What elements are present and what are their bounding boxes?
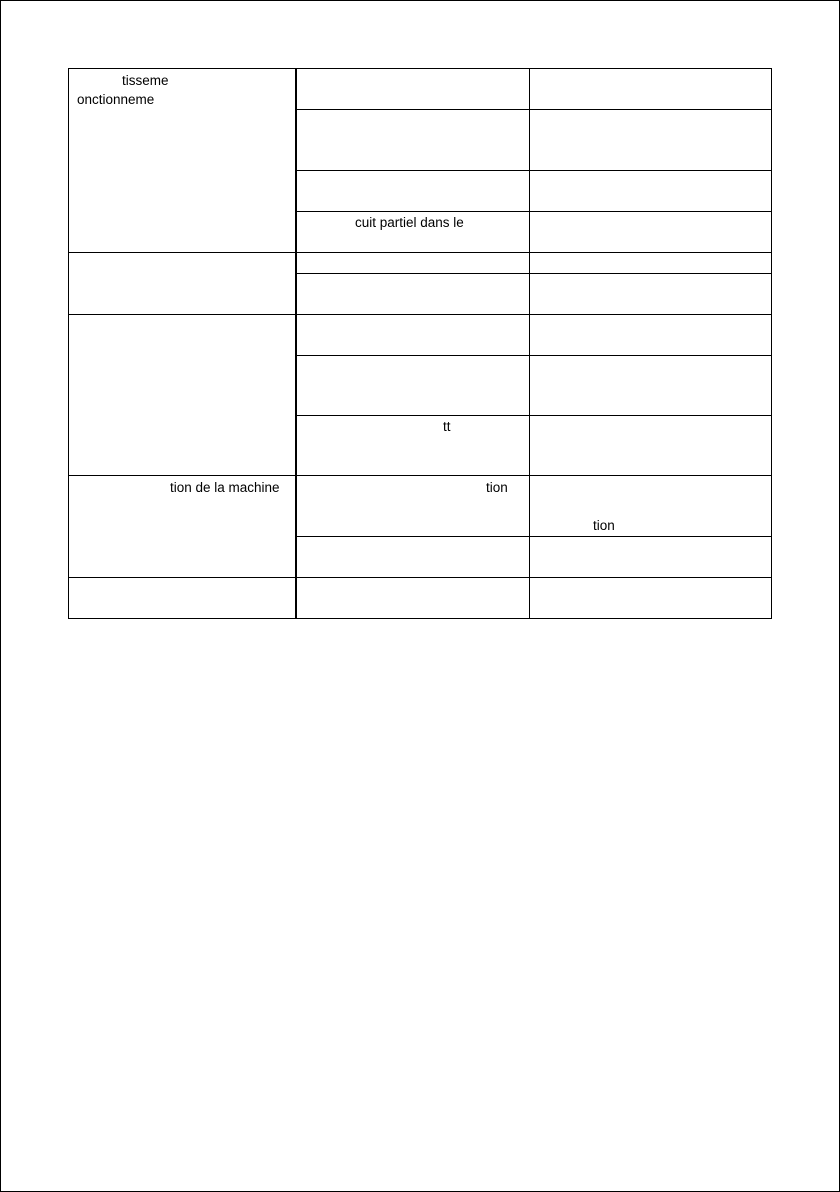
table-cell <box>69 315 297 476</box>
table-cell <box>530 537 772 578</box>
cell-text: tion de la machine <box>170 480 280 495</box>
cell-text: tt <box>443 419 451 434</box>
table-cell <box>296 315 530 356</box>
cell-text: tisseme <box>122 73 169 88</box>
table-cell <box>530 315 772 356</box>
table-cell <box>69 578 297 619</box>
table-cell <box>530 110 772 171</box>
table-cell <box>530 476 772 537</box>
table-cell <box>296 476 530 537</box>
table-row <box>69 253 772 274</box>
table-cell <box>296 110 530 171</box>
table-cell <box>530 274 772 315</box>
table-cell <box>530 356 772 416</box>
table-row <box>69 476 772 537</box>
table-cell <box>69 476 297 578</box>
table-cell <box>296 69 530 110</box>
table-cell <box>296 416 530 476</box>
cell-text: tion <box>593 518 615 533</box>
table-cell <box>530 171 772 212</box>
table-row <box>69 578 772 619</box>
table-row <box>69 315 772 356</box>
table-cell <box>296 171 530 212</box>
cell-text: tion <box>486 480 508 495</box>
cell-text: onctionneme <box>77 92 155 107</box>
table-cell <box>296 537 530 578</box>
table-cell <box>296 578 530 619</box>
table-cell <box>530 212 772 253</box>
table-cell <box>296 274 530 315</box>
table-row <box>69 69 772 110</box>
table-cell <box>530 416 772 476</box>
table-cell <box>530 578 772 619</box>
troubleshooting-table <box>68 68 772 619</box>
table-cell <box>69 253 297 315</box>
table-cell <box>530 253 772 274</box>
cell-text: cuit partiel dans le <box>355 215 464 230</box>
table-cell <box>296 212 530 253</box>
table-cell <box>296 253 530 274</box>
table-cell <box>296 356 530 416</box>
table-cell <box>69 69 297 253</box>
table-cell <box>530 69 772 110</box>
